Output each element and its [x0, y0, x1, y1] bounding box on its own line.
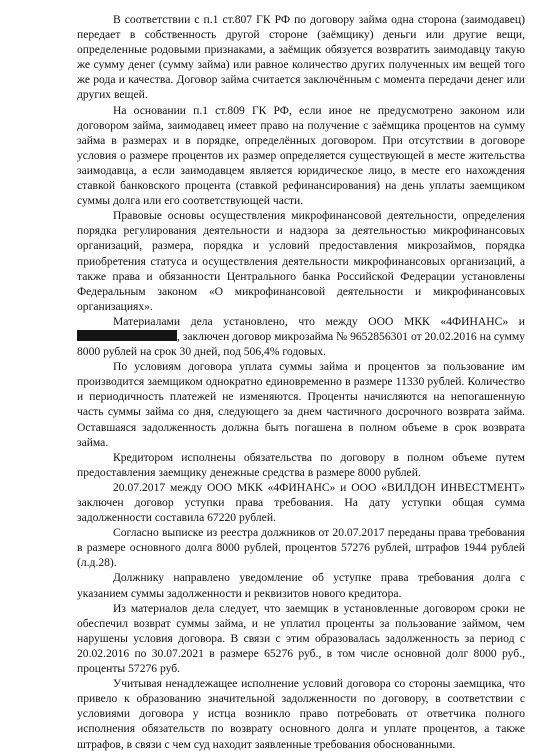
paragraph-loan-definition: В соответствии с п.1 ст.807 ГК РФ по договору займа одна сторона (заимодавец) передает в собственность другой стороне (заёмщику) деньги или другие вещи, определенные родовыми признаками, а заёмщик обязуется возвратить заимодавцу такую же сумму денег (сумму займа) или равное количество других полученных им вещей того же рода и качества. Договор займа считается заключённым с момента передачи денег или других вещей.	[77, 13, 525, 102]
paragraph-debt-registry: Согласно выписке из реестра должников от 20.07.2017 переданы права требования в размере основного долга 8000 рублей, процентов 57276 рублей, штрафов 1944 рублей (л.д.28).	[77, 526, 525, 570]
paragraph-contract-facts	[77, 314, 525, 359]
paragraph-breach: Из материалов дела следует, что заемщик в установленные договором сроки не обеспечил возврат суммы займа, и не уплатил проценты за пользование займом, чем нарушены условия договора. В связи с этим образовалась задолженность за период с 20.02.2016 по 30.07.2021 в размере 65276 руб., в том числе основной долг 8000 руб., проценты 57276 руб.	[77, 601, 525, 676]
paragraph-notice: Должнику направлено уведомление об уступке права требования долга с указанием суммы задолженности и реквизитов нового кредитора.	[77, 571, 525, 600]
contract-facts-text-after: , заключен договор микрозайма № 9652856301 от 20.02.2016 на сумму 8000 рублей на срок 30 дней, под 506,4% годовых.	[77, 329, 525, 359]
paragraph-microfinance-law: Правовые основы осуществления микрофинансовой деятельности, определения порядка регулирования деятельности и надзора за деятельностью микрофинансовых организаций, размера, порядка и условий предоставления микрозаймов, порядка приобретения статуса и осуществления деятельности микрофинансовых организаций, а также права и обязанности Центрального банка Российской Федерации установлены Федеральным законом «О микрофинансовой деятельности и микрофинансовых организациях».	[77, 209, 525, 313]
paragraph-conclusion: Учитывая ненадлежащее исполнение условий договора со стороны заемщика, что привело к образованию значительной задолженности по договору, в соответствии с условиями договора у истца возникло право потребовать от ответчика полного исполнения обязательств по возврату основного долга и уплате процентов, а также штрафов, в связи с чем суд находит заявленные требования обоснованными.	[77, 677, 525, 751]
paragraph-creditor-fulfilled: Кредитором исполнены обязательства по договору в полном объеме путем предоставления заемщику денежные средства в размере 8000 рублей.	[77, 450, 525, 479]
document-body	[77, 12, 525, 752]
redacted-name	[77, 330, 177, 341]
paragraph-assignment: 20.07.2017 между ООО МКК «4ФИНАНС» и ООО «ВИЛДОН ИНВЕСТМЕНТ» заключен договор уступки права требования. На дату уступки общая сумма задолженности составила 67220 рублей.	[77, 480, 525, 525]
paragraph-payment-terms: По условиям договора уплата суммы займа и процентов за пользование им производится заемщиком однократно единовременно в размере 11330 рублей. Количество и периодичность платежей не изменяются. Проценты начисляются на непогашенную часть суммы займа со дня, следующего за днем частичного досрочного возврата займа. Оставшаяся задолженность должна быть погашена в полном объеме в срок возврата займа.	[77, 360, 525, 449]
paragraph-interest: На основании п.1 ст.809 ГК РФ, если иное не предусмотрено законом или договором займа, заимодавец имеет право на получение с заёмщика процентов на сумму займа в размерах и в порядке, определённых договором. При отсутствии в договоре условия о размере процентов их размер определяется существующей в месте жительства заимодавца, а если заимодавцем является юридическое лицо, в месте его нахождения ставкой банковского процента (ставкой рефинансирования) на день уплаты заемщиком суммы долга или его соответствующей части.	[77, 103, 525, 208]
contract-facts-text-before: Материалами дела установлено, что между ООО МКК «4ФИНАНС» и	[113, 314, 525, 328]
